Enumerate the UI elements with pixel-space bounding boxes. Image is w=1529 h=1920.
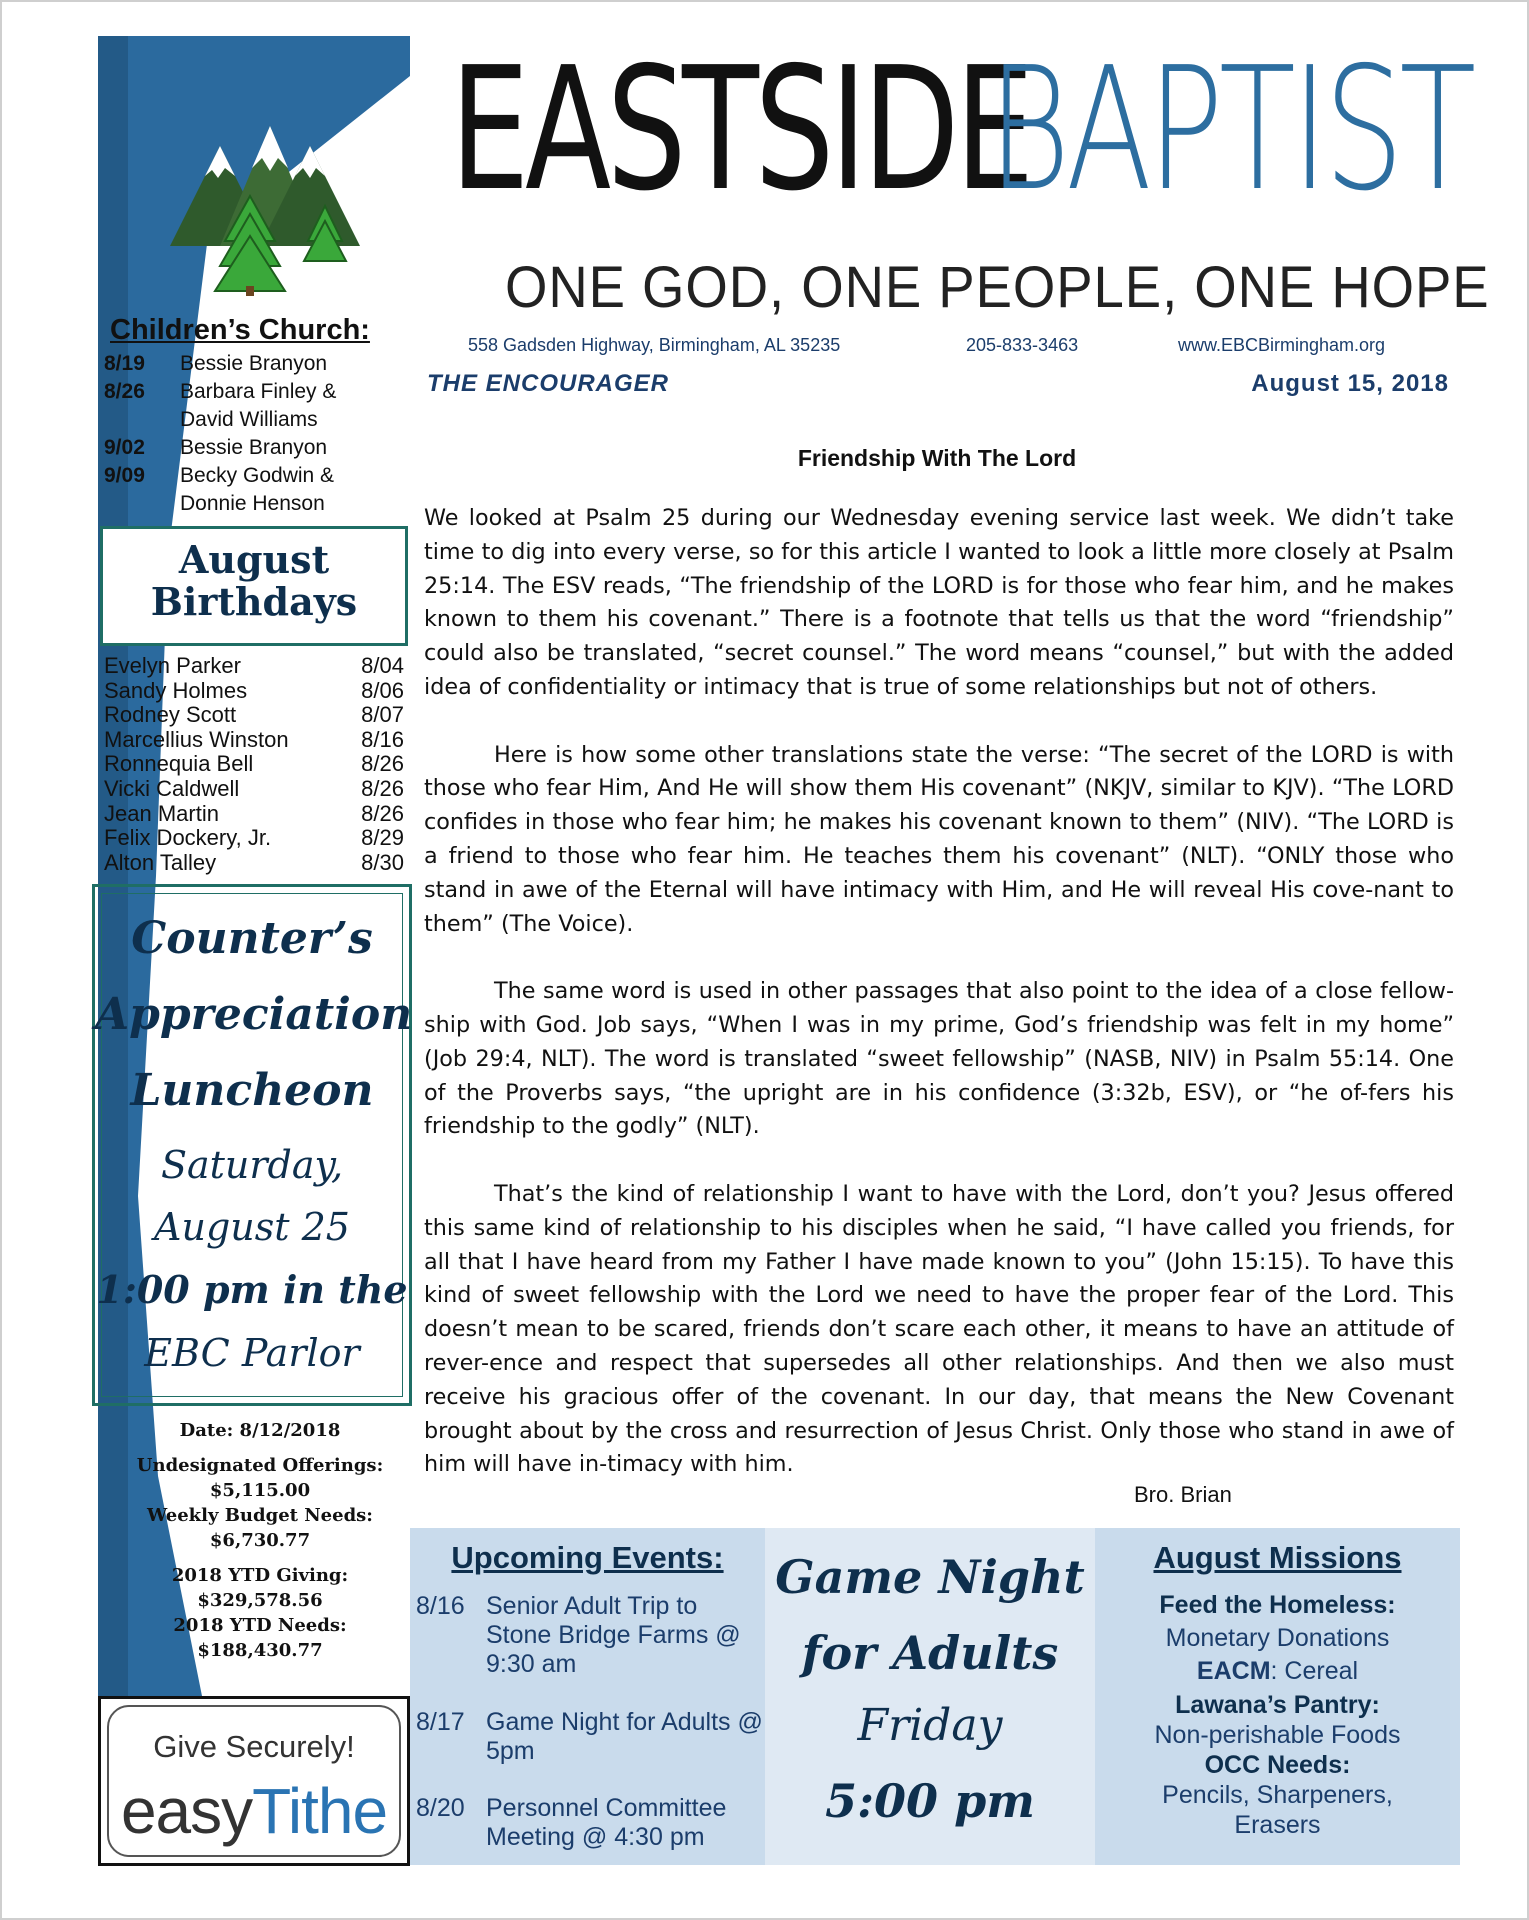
list-item: [104, 378, 404, 434]
finance-summary: [110, 1418, 410, 1663]
game-night-panel: [765, 1528, 1095, 1865]
church-logo: [160, 96, 370, 296]
finance-date: Date: 8/12/2018: [179, 1420, 341, 1441]
luncheon-line: Luncheon: [130, 1065, 374, 1116]
missions-detail: Non-perishable Foods: [1154, 1721, 1401, 1749]
birthday-name: Felix Dockery, Jr.: [104, 825, 272, 851]
birthday-name: Marcellius Winston: [104, 726, 289, 752]
kids-name: Barbara Finley &: [180, 380, 337, 403]
masthead: [450, 31, 1472, 229]
undesignated-label: Undesignated Offerings:: [136, 1455, 384, 1476]
birthdays-title-line2: Birthdays: [150, 579, 358, 624]
missions-eacm: [1095, 1656, 1460, 1686]
list-item: [104, 703, 404, 728]
list-item: [104, 462, 404, 518]
website-link[interactable]: www.EBCBirmingham.org: [1178, 335, 1386, 355]
missions-panel: [1095, 1528, 1460, 1865]
list-item: [104, 350, 404, 378]
kids-date: 9/02: [104, 436, 145, 459]
ytd-needs-label: 2018 YTD Needs:: [173, 1615, 347, 1636]
birthday-name: Evelyn Parker: [104, 653, 241, 678]
ytd-giving-label: 2018 YTD Giving:: [171, 1565, 349, 1586]
birthday-name: Jean Martin: [104, 800, 219, 826]
easytithe-button[interactable]: [98, 1696, 410, 1866]
list-item: [104, 654, 404, 679]
masthead-eastside: EASTSIDE: [450, 31, 1031, 229]
event-item: [416, 1592, 766, 1679]
ytd-giving-value: $329,578.56: [197, 1590, 323, 1611]
childrens-church-list: [104, 350, 404, 518]
luncheon-line: 1:00 pm in the: [96, 1267, 408, 1312]
kids-date: 9/09: [104, 464, 145, 487]
list-item: [104, 434, 404, 462]
birthday-date: 8/30: [361, 849, 404, 875]
missions-detail: Monetary Donations: [1165, 1624, 1390, 1652]
list-item: [104, 728, 404, 753]
weekly-label: Weekly Budget Needs:: [147, 1505, 373, 1526]
kids-name: Donnie Henson: [180, 492, 325, 515]
article-body: [424, 502, 1454, 1516]
luncheon-line: Appreciation: [95, 989, 413, 1040]
birthday-date: 8/06: [361, 677, 404, 703]
birthday-date: 8/26: [361, 800, 404, 826]
issue-date: August 15, 2018: [1251, 370, 1449, 397]
list-item: [104, 679, 404, 704]
article-paragraph: Here is how some other translations state the verse: “The secret of the LORD is with those who fear Him, And He will show them His covenant” (NKJV, similar to KJV). “The LORD confides in those who fear him; he makes his covenant known to them” (NIV). “The LORD is a friend to those who fear him. He teaches them his covenant” (NLT). “ONLY those who stand in awe of the Eternal will have intimacy with Him, and He will reveal His cove-nant to them” (The Voice).: [424, 741, 1454, 937]
easytithe-logo: [101, 1775, 407, 1847]
birthday-date: 8/26: [361, 751, 404, 777]
upcoming-events-panel: [410, 1528, 765, 1865]
birthday-date: 8/16: [361, 726, 404, 752]
event-date: 8/20: [416, 1794, 465, 1822]
missions-title: August Missions: [1153, 1540, 1402, 1575]
kids-name: Becky Godwin &: [180, 464, 335, 487]
missions-label: OCC Needs:: [1204, 1751, 1351, 1779]
list-item: [104, 802, 404, 827]
missions-label: Feed the Homeless:: [1159, 1591, 1396, 1619]
event-desc: Game Night for Adults @ 5pm: [486, 1708, 763, 1765]
childrens-church-title: Children’s Church:: [110, 314, 370, 346]
luncheon-line: Counter’s: [131, 913, 373, 964]
list-item: [104, 826, 404, 851]
luncheon-line: EBC Parlor: [144, 1331, 360, 1375]
list-item: [104, 851, 404, 876]
game-night-line: Game Night: [775, 1550, 1085, 1604]
undesignated-value: $5,115.00: [209, 1480, 311, 1501]
birthday-date: 8/07: [361, 702, 404, 728]
luncheon-line: Saturday,: [160, 1143, 344, 1187]
article-paragraph: We looked at Psalm 25 during our Wednesday evening service last week. We didn’t take time to dig into every verse, so for this article I wanted to look a little more closely at Psalm 25:14. The ESV reads, “The friendship of the LORD is for those who fear him, and he makes known to them his covenant.” There is a footnote that tells us that the word “friendship” could also be translated, “secret counsel.” The word means “counsel,” but with the added idea of confidentiality or intimacy that is true of some relationships but not of others.: [424, 505, 1454, 700]
missions-detail: Erasers: [1234, 1811, 1321, 1839]
ytd-needs-value: $188,430.77: [197, 1640, 323, 1661]
birthdays-header: [100, 526, 408, 646]
kids-date: 8/19: [104, 352, 145, 375]
article-signature: Bro. Brian: [1134, 1482, 1232, 1507]
birthdays-list: [104, 654, 404, 875]
kids-name: Bessie Branyon: [180, 436, 328, 459]
missions-label: Lawana’s Pantry:: [1175, 1691, 1380, 1719]
masthead-baptist: BAPTIST: [988, 31, 1472, 229]
luncheon-announcement: [92, 884, 412, 1406]
luncheon-line: August 25: [154, 1205, 350, 1249]
birthdays-title-line1: August: [178, 537, 330, 582]
birthday-date: 8/04: [361, 653, 404, 678]
event-date: 8/17: [416, 1708, 465, 1736]
kids-name: Bessie Branyon: [180, 352, 328, 375]
easytithe-tagline: Give Securely!: [153, 1729, 355, 1764]
weekly-value: $6,730.77: [209, 1530, 311, 1551]
game-night-line: Friday: [857, 1700, 1003, 1751]
birthday-name: Ronnequia Bell: [104, 751, 254, 777]
birthday-name: Sandy Holmes: [104, 677, 248, 703]
kids-name: David Williams: [180, 408, 318, 431]
events-title: Upcoming Events:: [451, 1540, 724, 1575]
list-item: [104, 752, 404, 777]
missions-detail: Pencils, Sharpeners,: [1162, 1781, 1393, 1809]
birthday-name: Alton Talley: [104, 849, 217, 875]
event-item: [416, 1794, 766, 1852]
newsletter-name: THE ENCOURAGER: [427, 370, 670, 397]
game-night-line: 5:00 pm: [825, 1774, 1035, 1828]
missions-label: EACM: [1196, 1657, 1271, 1685]
event-item: [416, 1708, 766, 1766]
kids-date: 8/26: [104, 380, 145, 403]
event-date: 8/16: [416, 1592, 465, 1620]
birthday-date: 8/26: [361, 775, 404, 801]
event-desc: Personnel Committee Meeting @ 4:30 pm: [486, 1794, 727, 1851]
missions-detail: : Cereal: [1270, 1657, 1359, 1685]
birthday-date: 8/29: [361, 825, 404, 851]
article-paragraph: The same word is used in other passages that also point to the idea of a close fellow-ship with God. Job says, “When I was in my prime, God’s friendship was felt in my home” (Job 29:4, NLT). The word is translated “sweet fellowship” (NASB, NIV) in Psalm 55:14. One of the Proverbs says, “the upright are in his confidence (3:32b, ESV), or “he of-fers his friendship to the godly” (NLT).: [424, 978, 1454, 1140]
list-item: [104, 777, 404, 802]
easytithe-easy: easy: [120, 1775, 253, 1847]
article-title: Friendship With The Lord: [797, 445, 1077, 471]
birthday-name: Vicki Caldwell: [104, 775, 240, 801]
tagline: ONE GOD, ONE PEOPLE, ONE HOPE: [505, 255, 1490, 320]
address: 558 Gadsden Highway, Birmingham, AL 35235: [468, 335, 841, 355]
game-night-line: for Adults: [801, 1626, 1059, 1680]
article-paragraph: That’s the kind of relationship I want to have with the Lord, don’t you? Jesus offered this same kind of relationship to his disciples when he said, “I have called you friends, for all that I have heard from my Father I have made known to you” (John 15:15). To have this kind of sweet fellowship with the Lord we need to have the proper fear of the Lord. This doesn’t mean to be scared, friends don’t scare each other, it means to have an attitude of rever-ence and respect that supersedes all other relationships. And then we also must receive his gracious offer of the covenant. In our day, that means the New Covenant brought about by the cross and resurrection of Jesus Christ. Only those who stand in awe of him will have in-timacy with him.: [424, 1180, 1454, 1478]
easytithe-tithe: Tithe: [252, 1775, 388, 1847]
birthday-name: Rodney Scott: [104, 702, 237, 728]
event-desc: Senior Adult Trip to Stone Bridge Farms @ 9:30 am: [486, 1592, 741, 1678]
phone: 205-833-3463: [966, 335, 1079, 355]
